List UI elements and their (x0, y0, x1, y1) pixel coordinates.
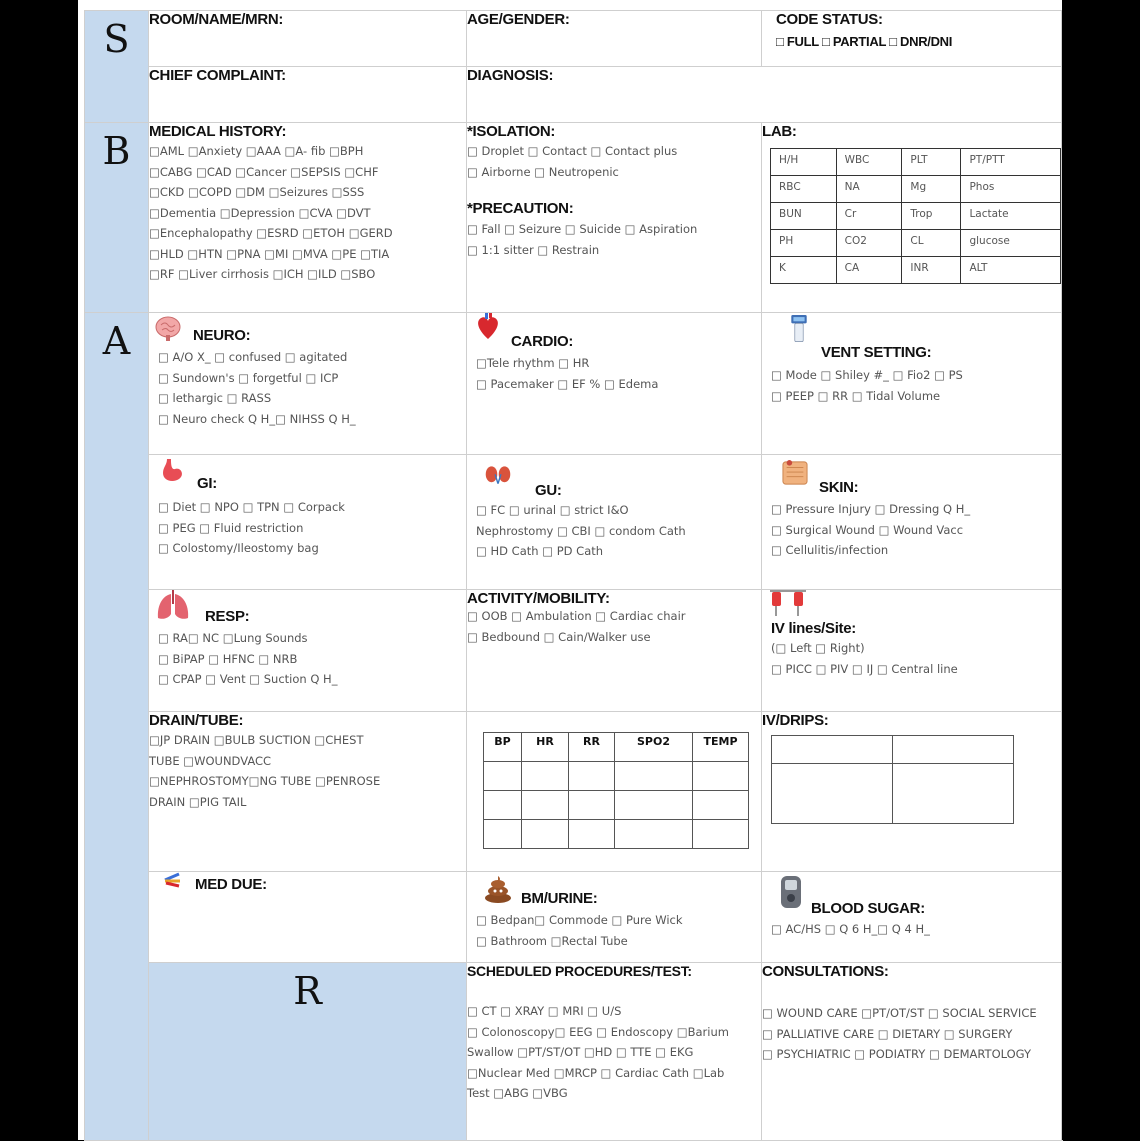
heart-icon (475, 313, 501, 341)
lab-cell[interactable]: PH (771, 230, 837, 257)
poop-icon (483, 874, 513, 904)
precaution-label: *PRECAUTION: (467, 200, 574, 217)
lab-cell[interactable]: CA (836, 257, 902, 284)
vitals-entry-cell[interactable] (484, 791, 522, 820)
section-b (85, 123, 149, 313)
consultation-option-line[interactable]: □ WOUND CARE □PT/OT/ST □ SOCIAL SERVICE (762, 1006, 1037, 1020)
neuro-option-line[interactable]: □ lethargic □ RASS (158, 391, 272, 405)
lab-cell[interactable]: INR (902, 257, 961, 284)
gi-field[interactable] (149, 455, 467, 590)
vitals-table (483, 732, 749, 849)
drain-option-line[interactable]: TUBE □WOUNDVACC (149, 753, 272, 768)
gi-option-line[interactable]: □ Colostomy/Ileostomy bag (158, 541, 319, 555)
skin-option-line[interactable]: □ Pressure Injury □ Dressing Q H_ (771, 502, 971, 516)
isolation-precaution-field[interactable] (467, 123, 762, 313)
gi-option-line[interactable]: □ Diet □ NPO □ TPN □ Corpack (158, 500, 345, 514)
history-option-line[interactable]: □Encephalopathy □ESRD □ETOH □GERD (149, 226, 393, 240)
vitals-row (484, 762, 749, 791)
blood-sugar-label: BLOOD SUGAR: (811, 900, 925, 917)
resp-label: RESP: (205, 608, 250, 625)
vitals-entry-cell[interactable] (693, 791, 749, 820)
neuro-label: NEURO: (193, 327, 251, 344)
iv-option-line[interactable]: □ PICC □ PIV □ IJ □ Central line (771, 661, 958, 676)
lab-cell[interactable]: WBC (836, 149, 902, 176)
vitals-entry-cell[interactable] (522, 791, 569, 820)
history-option-line[interactable]: □HLD □HTN □PNA □MI □MVA □PE □TIA (149, 246, 390, 261)
procedure-option-line[interactable]: □ Colonoscopy□ EEG □ Endoscopy □Barium (467, 1024, 729, 1039)
skin-option-line[interactable]: □ Surgical Wound □ Wound Vacc (771, 522, 964, 537)
vitals-entry-cell[interactable] (522, 820, 569, 849)
lab-row (771, 149, 1061, 176)
drain-option-line[interactable]: □NEPHROSTOMY□NG TUBE □PENROSE (149, 774, 381, 788)
vitals-header-cell: HR (522, 733, 569, 762)
lab-cell[interactable]: PT/PTT (961, 149, 1061, 176)
vent-option-line[interactable]: □ PEEP □ RR □ Tidal Volume (771, 388, 941, 403)
iv-bag-icon (770, 590, 806, 620)
vitals-entry-cell[interactable] (484, 762, 522, 791)
drip-cell[interactable] (772, 736, 893, 764)
gu-label: GU: (535, 482, 562, 499)
vitals-entry-cell[interactable] (615, 762, 693, 791)
vitals-entry-cell[interactable] (569, 791, 615, 820)
vitals-entry-cell[interactable] (615, 820, 693, 849)
history-option-line[interactable]: □AML □Anxiety □AAA □A- fib □BPH (149, 144, 364, 158)
room-label: ROOM/NAME/MRN: (149, 11, 284, 28)
vitals-header-cell: RR (569, 733, 615, 762)
gu-option-line[interactable]: □ FC □ urinal □ strict I&O (476, 503, 629, 517)
resp-option-line[interactable]: □ RA□ NC □Lung Sounds (158, 631, 308, 645)
med-due-label: MED DUE: (195, 876, 267, 893)
cardio-option-line[interactable]: □Tele rhythm □ HR (476, 356, 590, 370)
history-option-line[interactable]: □RF □Liver cirrhosis □ICH □ILD □SBO (149, 267, 376, 281)
gi-label: GI: (197, 475, 217, 492)
code-status-label: CODE STATUS: (776, 11, 883, 28)
activity-option-line[interactable]: □ Bedbound □ Cain/Walker use (467, 629, 651, 644)
lab-cell[interactable]: Phos (961, 176, 1061, 203)
gu-field[interactable] (467, 455, 762, 590)
isolation-option-line[interactable]: □ Airborne □ Neutropenic (467, 164, 619, 179)
lab-row (771, 176, 1061, 203)
neuro-field[interactable] (149, 313, 467, 455)
neuro-option-line[interactable]: □ A/O X_ □ confused □ agitated (158, 350, 348, 364)
resp-option-line[interactable]: □ BiPAP □ HFNC □ NRB (158, 651, 298, 666)
lab-cell[interactable]: Trop (902, 203, 961, 230)
iv-lines-label: IV lines/Site: (771, 620, 856, 637)
vitals-entry-cell[interactable] (615, 791, 693, 820)
iv-drips-field[interactable] (762, 712, 1062, 872)
consultations-label: CONSULTATIONS: (762, 963, 889, 980)
drain-option-line[interactable]: □JP DRAIN □BULB SUCTION □CHEST (149, 733, 364, 747)
sbar-form (84, 10, 1062, 1141)
lab-cell[interactable]: Mg (902, 176, 961, 203)
chief-complaint-field[interactable] (149, 67, 467, 123)
section-letter-a: A (102, 319, 131, 363)
drain-tube-field[interactable] (149, 712, 467, 872)
blood-sugar-option-line[interactable]: □ AC/HS □ Q 6 H_□ Q 4 H_ (771, 922, 930, 936)
vitals-header-cell: BP (484, 733, 522, 762)
bm-option-line[interactable]: □ Bedpan□ Commode □ Pure Wick (476, 913, 683, 927)
gu-option-line[interactable]: Nephrostomy □ CBI □ condom Cath (476, 523, 686, 538)
precaution-option-line[interactable]: □ 1:1 sitter □ Restrain (467, 242, 600, 257)
vitals-entry-cell[interactable] (693, 762, 749, 791)
cardio-label: CARDIO: (511, 333, 574, 350)
lab-cell[interactable]: Lactate (961, 203, 1061, 230)
glucometer-icon (778, 874, 804, 912)
section-a (85, 313, 149, 1141)
skin-label: SKIN: (819, 479, 859, 496)
iv-option-line[interactable]: (□ Left □ Right) (771, 641, 865, 655)
drip-cell[interactable] (893, 736, 1014, 764)
lab-cell[interactable]: NA (836, 176, 902, 203)
lab-row (771, 257, 1061, 284)
lab-row (771, 230, 1061, 257)
section-letter-r: R (293, 969, 322, 1013)
cardio-field[interactable] (467, 313, 762, 455)
procedure-option-line[interactable]: □Nuclear Med □MRCP □ Cardiac Cath □Lab (467, 1065, 725, 1080)
iv-lines-field[interactable] (762, 590, 1062, 712)
diagnosis-label: DIAGNOSIS: (467, 67, 554, 84)
lab-cell[interactable]: CO2 (836, 230, 902, 257)
vitals-entry-cell[interactable] (569, 820, 615, 849)
precaution-option-line[interactable]: □ Fall □ Seizure □ Suicide □ Aspiration (467, 222, 698, 236)
procedure-option-line[interactable]: Swallow □PT/ST/OT □HD □ TTE □ EKG (467, 1045, 694, 1059)
iv-drips-label: IV/DRIPS: (762, 712, 829, 729)
skin-icon (782, 459, 808, 487)
bm-option-line[interactable]: □ Bathroom □Rectal Tube (476, 933, 628, 948)
room-name-mrn-field[interactable] (149, 11, 467, 67)
pills-icon (163, 872, 183, 888)
activity-mobility-field[interactable] (467, 590, 762, 712)
lab-row (771, 203, 1061, 230)
consultation-option-line[interactable]: □ PALLIATIVE CARE □ DIETARY □ SURGERY (762, 1026, 1013, 1041)
history-option-line[interactable]: □CABG □CAD □Cancer □SEPSIS □CHF (149, 164, 379, 179)
code-status-options[interactable]: □ FULL □ PARTIAL □ DNR/DNI (776, 34, 953, 49)
sbar-report-sheet (78, 0, 1062, 1140)
vitals-row (484, 820, 749, 849)
isolation-option-line[interactable]: □ Droplet □ Contact □ Contact plus (467, 144, 678, 158)
skin-option-line[interactable]: □ Cellulitis/infection (771, 543, 889, 557)
medical-history-label: MEDICAL HISTORY: (149, 123, 287, 140)
section-letter-b: B (102, 129, 131, 173)
vitals-row (484, 791, 749, 820)
drip-cell[interactable] (772, 764, 893, 824)
age-gender-field[interactable] (467, 11, 762, 67)
gi-option-line[interactable]: □ PEG □ Fluid restriction (158, 520, 304, 535)
vitals-entry-cell[interactable] (693, 820, 749, 849)
lungs-icon (155, 590, 191, 622)
vitals-header-row (484, 733, 749, 762)
procedure-option-line[interactable]: Test □ABG □VBG (467, 1086, 568, 1100)
section-s (85, 11, 149, 123)
age-label: AGE/GENDER: (467, 11, 570, 28)
history-option-line[interactable]: □CKD □COPD □DM □Seizures □SSS (149, 185, 365, 199)
bm-urine-field[interactable] (467, 872, 762, 963)
lab-cell[interactable]: K (771, 257, 837, 284)
vitals-entry-cell[interactable] (569, 762, 615, 791)
chief-complaint-label: CHIEF COMPLAINT: (149, 67, 286, 84)
history-option-line[interactable]: □Dementia □Depression □CVA □DVT (149, 205, 371, 220)
consultations-field[interactable] (762, 963, 1062, 1141)
vitals-entry-cell[interactable] (484, 820, 522, 849)
vent-option-line[interactable]: □ Mode □ Shiley #_ □ Fio2 □ PS (771, 368, 963, 382)
lab-table (770, 148, 1061, 284)
section-r (149, 963, 467, 1141)
neuro-option-line[interactable]: □ Neuro check Q H_□ NIHSS Q H_ (158, 411, 356, 426)
lab-field[interactable] (762, 123, 1062, 313)
neuro-option-line[interactable]: □ Sundown's □ forgetful □ ICP (158, 370, 339, 385)
med-due-field[interactable] (149, 872, 467, 963)
drain-option-line[interactable]: DRAIN □PIG TAIL (149, 794, 247, 809)
blood-sugar-field[interactable] (762, 872, 1062, 963)
lab-cell[interactable]: Cr (836, 203, 902, 230)
lab-cell[interactable]: H/H (771, 149, 837, 176)
kidney-icon (485, 461, 511, 489)
stomach-icon (159, 457, 185, 485)
scheduled-procedures-label: SCHEDULED PROCEDURES/TEST: (467, 963, 692, 979)
scheduled-procedures-field[interactable] (467, 963, 762, 1141)
section-letter-s: S (103, 17, 130, 61)
bm-urine-label: BM/URINE: (521, 890, 598, 907)
ventilator-icon (786, 315, 812, 343)
consultation-option-line[interactable]: □ PSYCHIATRIC □ PODIATRY □ DEMARTOLOGY (762, 1047, 1032, 1061)
isolation-label: *ISOLATION: (467, 123, 556, 140)
resp-field[interactable] (149, 590, 467, 712)
drain-tube-label: DRAIN/TUBE: (149, 712, 244, 729)
procedure-option-line[interactable]: □ CT □ XRAY □ MRI □ U/S (467, 1004, 622, 1018)
resp-option-line[interactable]: □ CPAP □ Vent □ Suction Q H_ (158, 672, 338, 686)
lab-cell[interactable]: ALT (961, 257, 1061, 284)
medical-history-field[interactable] (149, 123, 467, 313)
vent-setting-field[interactable] (762, 313, 1062, 455)
lab-cell[interactable]: RBC (771, 176, 837, 203)
vitals-entry-cell[interactable] (522, 762, 569, 791)
cardio-option-line[interactable]: □ Pacemaker □ EF % □ Edema (476, 376, 659, 391)
gu-option-line[interactable]: □ HD Cath □ PD Cath (476, 544, 604, 558)
lab-cell[interactable]: glucose (961, 230, 1061, 257)
diagnosis-field[interactable] (467, 67, 1062, 123)
vent-setting-label: VENT SETTING: (821, 344, 932, 361)
lab-cell[interactable]: CL (902, 230, 961, 257)
vitals-header-cell: SPO2 (615, 733, 693, 762)
code-status-field[interactable] (762, 11, 1062, 67)
vitals-field[interactable] (467, 712, 762, 872)
drip-cell[interactable] (893, 764, 1014, 824)
lab-cell[interactable]: BUN (771, 203, 837, 230)
activity-option-line[interactable]: □ OOB □ Ambulation □ Cardiac chair (467, 609, 686, 623)
lab-cell[interactable]: PLT (902, 149, 961, 176)
brain-icon (155, 315, 181, 343)
lab-label: LAB: (762, 123, 797, 140)
iv-drips-table (771, 735, 1014, 824)
skin-field[interactable] (762, 455, 1062, 590)
vitals-header-cell: TEMP (693, 733, 749, 762)
activity-mobility-label: ACTIVITY/MOBILITY: (467, 590, 610, 607)
